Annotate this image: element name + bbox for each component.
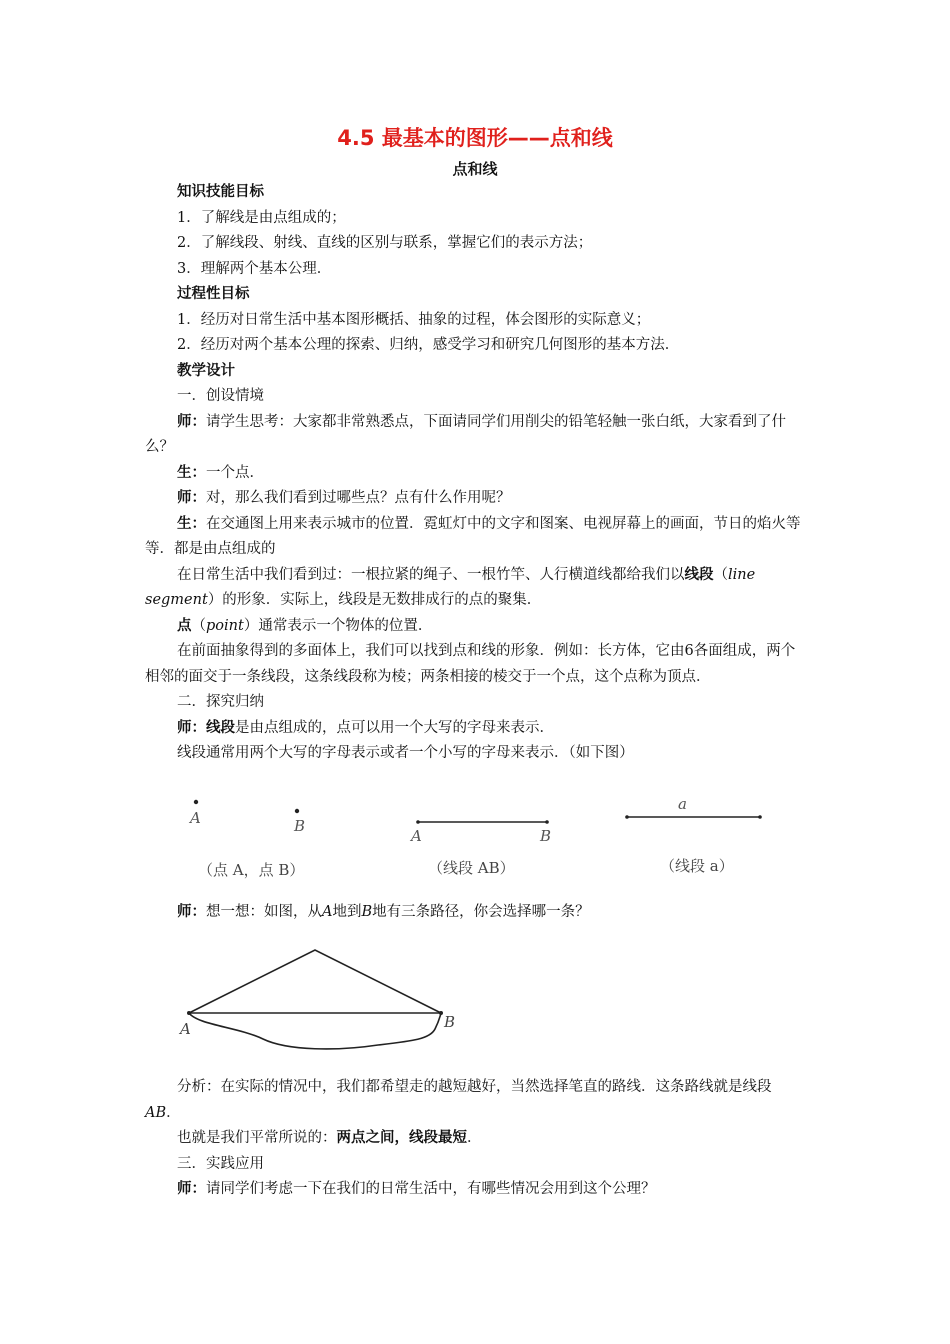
path-curve [189,1013,441,1049]
heading-teaching-design: 教学设计 [177,362,235,379]
text-run: 也就是我们平常所说的： [177,1130,337,1146]
segment-ab-end-b [545,820,549,824]
knowledge-goal-2: 2．了解线段、射线、直线的区别与联系，掌握它们的表示方法； [177,235,593,251]
figure-three-paths [178,943,456,1075]
point-b-label: B [294,817,306,835]
text-run: 想一想：如图，从 [206,903,322,920]
segment-ab-label-b: B [540,827,552,845]
math-a: A [322,903,333,920]
caption-segment-ab: （线段 AB） [428,859,515,877]
paragraph-polyhedron: 在前面抽象得到的多面体上，我们可以找到点和线的形象．例如：长方体，它由6各面组成，两个相邻的面交于一条线段，这条线段称为棱；两条相接的棱交于一个点，这个点称为顶点． [145,643,796,685]
segment-a-label: a [678,795,687,813]
process-goal-2: 2．经历对两个基本公理的探索、归纳，感受学习和研究几何图形的基本方法． [177,337,680,353]
text-run: 地到 [332,903,362,920]
speaker-teacher: 师： [177,1181,206,1197]
math-b: B [361,903,373,920]
segment-a-end-1 [625,815,629,819]
path-broken-line [189,950,441,1013]
speaker-teacher: 师： [177,719,206,736]
teacher-line-1-text: 请学生思考：大家都非常熟悉点，下面请同学们用削尖的铅笔轻触一张白纸，大家看到了什么？ [145,413,786,455]
heading-knowledge-goals: 知识技能目标 [177,184,264,200]
point-b-dot [439,1011,443,1015]
part-2-heading: 二．探究归纳 [177,694,264,710]
teacher-line-3 [145,716,805,742]
paragraph-axiom [145,1126,805,1152]
speaker-teacher: 师： [177,903,206,920]
teacher-line-3-text: 是由点组成的，点可以用一个大写的字母来表示． [235,719,554,736]
process-goal-1: 1．经历对日常生活中基本图形概括、抽象的过程，体会图形的实际意义； [177,311,651,328]
paragraph-notation: 线段通常用两个大写的字母表示或者一个小写的字母来表示．（如下图） [177,745,634,761]
student-line-2-text: 在交通图上用来表示城市的位置．霓虹灯中的文字和图案、电视屏幕上的画面，节日的焰火等等．都是由点组成的 [145,515,801,557]
page-title: 4.5 最基本的图形——点和线 [337,126,613,150]
student-line-1 [145,461,805,487]
text-run: ． [166,1104,181,1121]
point-b-label: B [444,1013,456,1031]
point-a-dot [187,1011,191,1015]
heading-process-goals: 过程性目标 [177,286,250,302]
text-run: （ [713,566,728,583]
paragraph-point [145,614,805,640]
point-b-dot [295,809,299,813]
text-run: ． [467,1130,482,1146]
text-run: ）通常表示一个物体的位置． [243,617,433,634]
speaker-student: 生： [177,464,206,481]
term-point-en: point [206,617,244,634]
teacher-line-2 [145,486,805,512]
segment-a-end-2 [758,815,762,819]
paragraph-analysis [145,1075,805,1126]
segment-ab-end-a [416,820,420,824]
caption-segment-a: （线段 a） [660,857,734,875]
axiom-statement: 两点之间，线段最短 [336,1130,467,1146]
paragraph-line-segment [145,563,805,614]
page-subtitle: 点和线 [452,160,498,178]
teacher-line-5 [145,1177,805,1203]
text-run: 地有三条路径，你会选择哪一条？ [372,903,590,920]
student-line-2 [145,512,805,563]
term-line-segment-en: line segment [145,566,756,608]
term-line-segment: 线段 [206,719,235,736]
point-a-label: A [190,809,201,827]
student-line-1-text: 一个点． [206,464,264,481]
term-point: 点 [177,617,192,634]
part-3-heading: 三．实践应用 [177,1155,264,1172]
knowledge-goal-1: 1．了解线是由点组成的； [177,209,346,226]
speaker-teacher: 师： [177,413,206,430]
teacher-line-2-text: 对，那么我们看到过哪些点？点有什么作用呢？ [206,490,511,506]
teacher-line-1 [145,410,805,461]
text-run: 分析：在实际的情况中，我们都希望走的越短越好，当然选择笔直的路线．这条路线就是线段 [177,1079,772,1095]
segment-ab-label-a: A [411,827,422,845]
figure-notation [178,793,776,905]
speaker-student: 生： [177,515,206,532]
text-run: ）的形象．实际上，线段是无数排成行的点的聚集． [207,592,542,608]
point-a-label: A [180,1020,191,1038]
teacher-line-5-text: 请同学们考虑一下在我们的日常生活中，有哪些情况会用到这个公理？ [206,1181,656,1197]
text-run: （ [191,617,206,634]
point-a-dot [194,800,198,804]
term-line-segment: 线段 [684,566,714,583]
part-1-heading: 一．创设情境 [177,388,264,404]
math-ab: AB [145,1104,167,1121]
caption-points: （点 A，点 B） [198,861,305,879]
knowledge-goal-3: 3．理解两个基本公理． [177,260,332,277]
speaker-teacher: 师： [177,490,206,506]
text-run: 在日常生活中我们看到过：一根拉紧的绳子、一根竹竿、人行横道线都给我们以 [177,566,685,583]
